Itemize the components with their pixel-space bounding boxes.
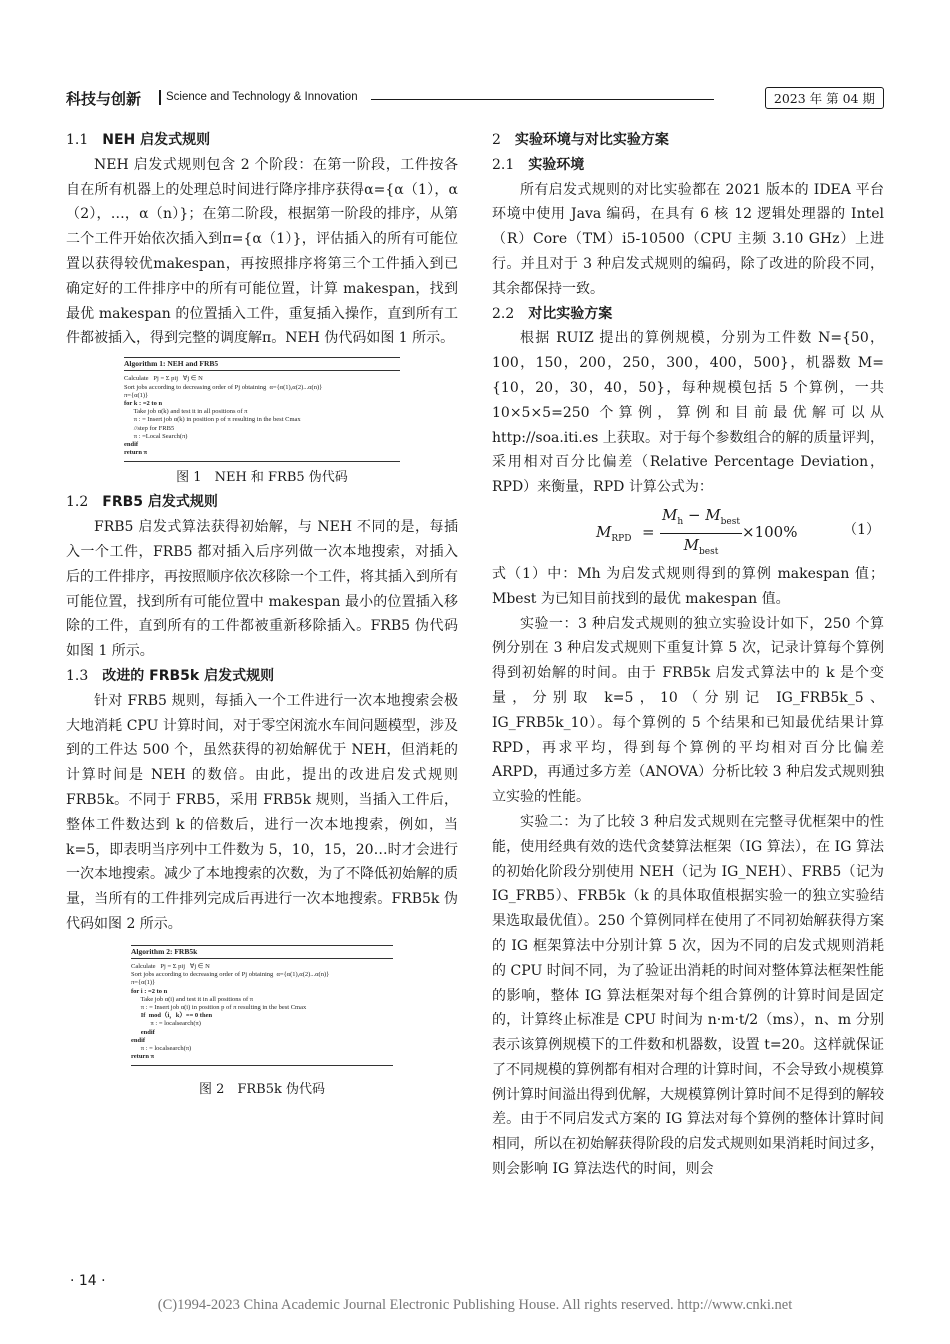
algo2-line: Sort jobs according to decreasing order of Pj obtaining α={α(1),α(2)...α(n)}	[131, 971, 330, 979]
section-2-heading: 2 实验环境与对比实验方案	[492, 132, 669, 148]
algo1-line: endif	[124, 441, 139, 448]
header-rule	[371, 99, 714, 100]
figure-1-caption: 图 1 NEH 和 FRB5 伪代码	[176, 470, 348, 486]
algo2-line: π : = Insert job α(i) in position p of π resulting in the best Cmax	[131, 1003, 307, 1011]
algo2-line: for i : =2 to n	[131, 987, 168, 995]
formula-percent: ×100%	[742, 522, 798, 541]
section-2-2-paragraph: 根据 RUIZ 提出的算例规模，分别为工件数 N={50，100，150，200，250，300，400，500}，机器数 M={10，20，30，40，50}，每种规模包括 5 个算例，一共 10×5×5=250 个算例，算例和目前最优解可以从 http://soa.iti.es 上获取。对于每个参数组合的解的质量评判，采用相对百分比偏差（Relative Percentage Deviation，RPD）来衡量，RPD 计算公式为：	[492, 330, 884, 496]
algo2-line: π : = localsearch(π)	[131, 1020, 201, 1028]
algo2-line: π : = localsearch(π)	[131, 1044, 192, 1052]
algo1-line: Sort jobs according to decreasing order of Pj obtaining α={α(1),α(2)...α(n)}	[124, 383, 323, 391]
algorithm-1-title: Algorithm 1: NEH and FRB5	[124, 359, 219, 369]
formula-denominator: $M_{best}$	[683, 535, 719, 557]
algo1-line: //step for FRB5	[124, 424, 175, 432]
algo1-line: return π	[124, 449, 148, 457]
section-1-3-paragraph: 针对 FRB5 规则，每插入一个工件进行一次本地搜索会极大地消耗 CPU 计算时间，对于零空闲流水车间问题模型，涉及到的工件达 500 个，虽然获得的初始解优于 NEH，但消耗的计算时间是 NEH 的数倍。由此，提出的改进启发式规则 FRB5k。不同于 FRB5，采用 FRB5k 规则，当插入工件后，整体工件数达到 k 的倍数后，进行一次本地搜索，例如，当 k=5，即表明当序列中工件数为 5，10，15，20…时才会进行一次本地搜索。减少了本地搜索的次数，为了不降低初始解的质量，当所有的工件排列完成后再进行一次本地搜索。FRB5k 伪代码如图 2 所示。	[66, 692, 458, 932]
rpd-formula	[492, 502, 884, 558]
section-1-1-heading: 1.1 NEH 启发式规则	[66, 132, 211, 148]
algo2-line: Calculate Pj = Σ pij ∀j ∈ N	[131, 962, 210, 970]
algo2-line: If mod（i，k）== 0 then	[131, 1012, 213, 1020]
right-column	[492, 128, 884, 1182]
algo1-line: for k : =2 to n	[124, 399, 163, 407]
algo1-line: π : = Insert job α(k) in position p of π resulting in the best Cmax	[124, 416, 301, 424]
formula-number: （1）	[843, 521, 880, 538]
algo1-line: π : =Local Search(π)	[124, 432, 188, 440]
header-divider	[159, 90, 161, 105]
algo2-line: endif	[131, 1036, 146, 1044]
figure-2-caption: 图 2 FRB5k 伪代码	[198, 1082, 326, 1098]
page-header	[66, 88, 884, 110]
section-2-1-heading: 2.1 实验环境	[492, 156, 585, 173]
experiment-2-paragraph: 实验二：为了比较 3 种启发式规则在完整寻优框架中的性能，使用经典有效的迭代贪婪算法框架（IG 算法），在 IG 算法的初始化阶段分别使用 NEH（记为 IG_NEH）、FRB5（记为 IG_FRB5）、FRB5k（k 的具体取值根据实验一的独立实验结果选取最优值）。250 个算例同样在使用了不同初始解获得方案的 IG 框架算法中分别计算 5 次，因为不同的启发式规则消耗的 CPU 时间不同，为了验证出消耗的时间对整体算法框架性能的影响，整体 IG 算法框架对每个组合算例的计算时间是固定的，计算终止标准是 CPU 时间为 n·m·t/2（ms），n、m 分别表示该算例规模下的工件数和机器数，设置 t=20。这样就保证了不同规模的算例都有相对合理的计算时间，不会导致小规模算例计算时间溢出得到优解，大规模算例计算时间不足得到的解较差。由于不同启发式方案的 IG 算法对每个算例的整体计算时间相同，所以在初始解获得阶段的启发式规则如果消耗时间过多，则会影响 IG 算法迭代的时间，则会	[492, 813, 884, 1178]
algo2-line: Take job α(i) and test it in all positions of π	[131, 995, 254, 1003]
algo1-line: π={α(1)}	[124, 391, 149, 399]
algo1-line: Calculate Pj = Σ pij ∀j ∈ N	[124, 375, 203, 383]
section-2-1-paragraph: 所有启发式规则的对比实验都在 2021 版本的 IDEA 平台环境中使用 Java 编码，在具有 6 核 12 逻辑处理器的 Intel（R）Core（TM）i5-10500（CPU 主频 3.10 GHz）上进行。并且对于 3 种启发式规则的编码，除了改进的阶段不同，其余都保持一致。	[492, 181, 884, 297]
section-1-1-paragraph: NEH 启发式规则包含 2 个阶段：在第一阶段，工件按各自在所有机器上的处理总时间进行降序排序获得α={α（1），α（2），…，α（n）}；在第二阶段，根据第一阶段的排序，从第二个工件开始依次插入到π={α（1）}，评估插入的所有可能位置以获得较优makespan，再按照排序将第三个工件插入到已确定好的工件排序中的所有可能位置，计算 makespan，找到最优 makespan 的位置插入工件，重复插入操作，直到所有工件都被插入，得到完整的调度解π。NEH 伪代码如图 1 所示。	[66, 156, 458, 347]
algo2-line: return π	[131, 1053, 155, 1061]
formula-lhs: $M_{RPD}$	[596, 522, 632, 544]
formula-numerator: $M_h - M_{best}$	[662, 505, 740, 527]
issue-label: 2023 年 第 04 期	[765, 87, 884, 109]
section-1-2-heading: 1.2 FRB5 启发式规则	[66, 494, 218, 511]
page-number: · 14 ·	[70, 1273, 106, 1289]
journal-title-en: Science and Technology & Innovation	[166, 91, 358, 103]
section-2-2-heading: 2.2 对比实验方案	[492, 305, 613, 322]
algorithm-2-figure	[131, 945, 393, 1067]
algo2-line: π={α(1)}	[131, 979, 156, 987]
formula-fraction	[660, 504, 742, 563]
algorithm-1-figure	[124, 357, 400, 462]
formula-equals: =	[642, 522, 655, 541]
section-1-3-heading: 1.3 改进的 FRB5k 启发式规则	[66, 667, 275, 684]
experiment-1-paragraph: 实验一：3 种启发式规则的独立实验设计如下，250 个算例分别在 3 种启发式规则下重复计算 5 次，记录计算每个算例得到初始解的时间。由于 FRB5k 启发式算法中的 k 是个变量，分别取 k=5，10（分别记 IG_FRB5k_5、IG_FRB5k_10）。每个算例的 5 个结果和已知最优结果计算 RPD，再求平均，得到每个算例的平均相对百分比偏差 ARPD，再通过多方差（ANOVA）分析比较 3 种启发式规则独立实验的性能。	[492, 615, 884, 806]
left-column	[66, 128, 458, 1102]
formula-explanation: 式（1）中：Mh 为启发式规则得到的算例 makespan 值；Mbest 为已知目前找到的最优 makespan 值。	[492, 565, 884, 607]
section-1-2-paragraph: FRB5 启发式算法获得初始解，与 NEH 不同的是，每插入一个工件，FRB5 都对插入后序列做一次本地搜索，对插入后的工件排序，再按照顺序依次移除一个工件，将其插入到所有可能位置，找到所有可能位置中 makespan 最小的位置插入移除的工件，直到所有的工件都被重新移除插入。FRB5 伪代码如图 1 所示。	[66, 519, 458, 660]
copyright-notice: (C)1994-2023 China Academic Journal Electronic Publishing House. All rights reserved. http://www.cnki.net	[157, 1297, 793, 1313]
journal-title-cn: 科技与创新	[66, 90, 142, 108]
algo1-line: Take job α(k) and test it in all positions of π	[124, 408, 248, 416]
algorithm-2-title: Algorithm 2: FRB5k	[131, 946, 198, 956]
algo2-line: endif	[131, 1028, 155, 1036]
